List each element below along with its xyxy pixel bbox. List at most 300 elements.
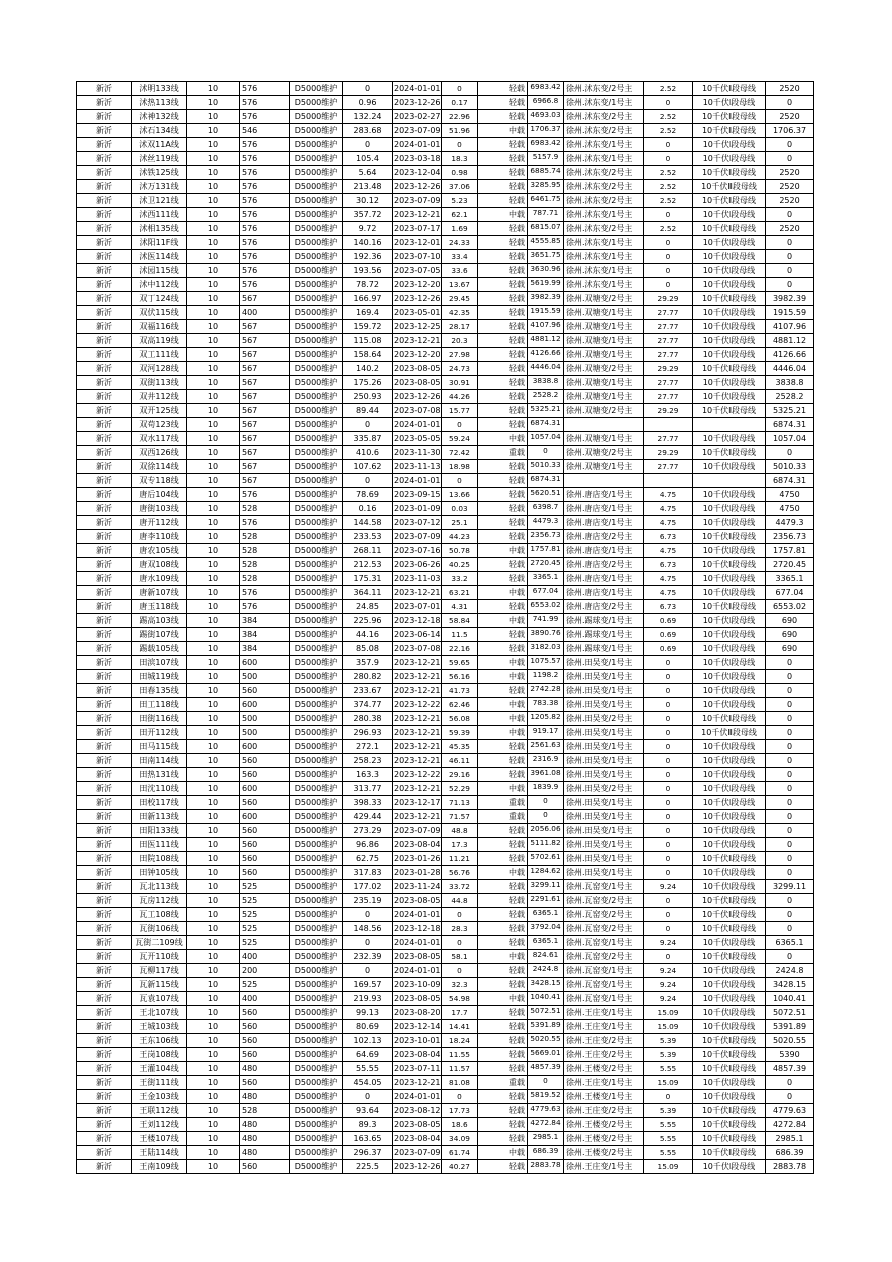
cell-district: 新沂 xyxy=(77,460,132,474)
table-row xyxy=(77,516,814,530)
table-row xyxy=(77,922,814,936)
cell-line-name: 田校117线 xyxy=(132,796,187,810)
table-row xyxy=(77,446,814,460)
cell-date: 2023-06-14 xyxy=(393,628,442,642)
table-row xyxy=(77,348,814,362)
cell-transformer-capacity xyxy=(644,474,693,488)
cell-available-capacity: 2424.8 xyxy=(528,964,564,978)
cell-line-name: 沭石134线 xyxy=(132,124,187,138)
cell-district: 新沂 xyxy=(77,670,132,684)
cell-open-capacity: 0 xyxy=(766,768,814,782)
cell-voltage: 10 xyxy=(187,250,240,264)
cell-voltage: 10 xyxy=(187,824,240,838)
cell-voltage: 10 xyxy=(187,992,240,1006)
cell-transformer: 徐州.双塘变/1号主 xyxy=(564,376,644,390)
cell-line-name: 双水117线 xyxy=(132,432,187,446)
cell-bus-section: 10千伏Ⅰ段母线 xyxy=(693,306,766,320)
cell-current-load: 62.75 xyxy=(343,852,393,866)
cell-available-capacity: 787.71 xyxy=(528,208,564,222)
cell-voltage: 10 xyxy=(187,852,240,866)
cell-line-name: 唐新107线 xyxy=(132,586,187,600)
cell-line-name: 王南109线 xyxy=(132,1160,187,1174)
cell-load-rate: 0 xyxy=(442,82,478,96)
cell-load-status: 轻载 xyxy=(478,572,528,586)
cell-capacity: 525 xyxy=(240,908,290,922)
cell-transformer-capacity: 0.69 xyxy=(644,642,693,656)
cell-load-rate: 11.5 xyxy=(442,628,478,642)
cell-voltage: 10 xyxy=(187,1020,240,1034)
cell-load-rate: 22.16 xyxy=(442,642,478,656)
cell-date: 2024-01-01 xyxy=(393,418,442,432)
cell-transformer: 徐州.田吴变/1号主 xyxy=(564,768,644,782)
cell-transformer-capacity: 0 xyxy=(644,950,693,964)
cell-load-rate: 33.72 xyxy=(442,880,478,894)
cell-date: 2023-12-14 xyxy=(393,1020,442,1034)
cell-bus-section: 10千伏Ⅰ段母线 xyxy=(693,698,766,712)
cell-date: 2023-12-21 xyxy=(393,208,442,222)
cell-current-load: 148.56 xyxy=(343,922,393,936)
cell-bus-section: 10千伏Ⅰ段母线 xyxy=(693,278,766,292)
cell-load-status: 中载 xyxy=(478,992,528,1006)
table-row xyxy=(77,558,814,572)
cell-capacity: 560 xyxy=(240,852,290,866)
cell-available-capacity: 5010.33 xyxy=(528,460,564,474)
cell-load-status: 轻载 xyxy=(478,222,528,236)
cell-line-name: 沭阳11F线 xyxy=(132,236,187,250)
cell-voltage: 10 xyxy=(187,712,240,726)
cell-data-source: D5000维护 xyxy=(290,446,343,460)
cell-bus-section: 10千伏Ⅰ段母线 xyxy=(693,250,766,264)
cell-load-rate: 61.74 xyxy=(442,1146,478,1160)
cell-voltage: 10 xyxy=(187,152,240,166)
cell-date: 2023-07-08 xyxy=(393,404,442,418)
table-row xyxy=(77,110,814,124)
cell-available-capacity: 2883.78 xyxy=(528,1160,564,1174)
cell-bus-section: 10千伏Ⅰ段母线 xyxy=(693,376,766,390)
cell-line-name: 双福116线 xyxy=(132,320,187,334)
cell-load-rate: 24.33 xyxy=(442,236,478,250)
cell-district: 新沂 xyxy=(77,1076,132,1090)
cell-voltage: 10 xyxy=(187,1132,240,1146)
table-row xyxy=(77,740,814,754)
cell-load-status: 轻载 xyxy=(478,334,528,348)
cell-open-capacity: 2520 xyxy=(766,194,814,208)
cell-voltage: 10 xyxy=(187,390,240,404)
cell-voltage: 10 xyxy=(187,978,240,992)
cell-transformer-capacity: 5.55 xyxy=(644,1146,693,1160)
cell-voltage: 10 xyxy=(187,1146,240,1160)
cell-load-rate: 28.3 xyxy=(442,922,478,936)
cell-load-rate: 81.08 xyxy=(442,1076,478,1090)
cell-date: 2023-07-10 xyxy=(393,250,442,264)
cell-current-load: 272.1 xyxy=(343,740,393,754)
cell-data-source: D5000维护 xyxy=(290,152,343,166)
cell-district: 新沂 xyxy=(77,488,132,502)
cell-bus-section: 10千伏Ⅱ段母线 xyxy=(693,530,766,544)
cell-load-status: 轻载 xyxy=(478,180,528,194)
cell-load-rate: 13.66 xyxy=(442,488,478,502)
cell-transformer: 徐州.沭东变/2号主 xyxy=(564,82,644,96)
cell-load-rate: 30.91 xyxy=(442,376,478,390)
cell-bus-section: 10千伏Ⅰ段母线 xyxy=(693,880,766,894)
data-table xyxy=(76,81,814,1174)
cell-bus-section: 10千伏Ⅰ段母线 xyxy=(693,390,766,404)
cell-data-source: D5000维护 xyxy=(290,138,343,152)
cell-data-source: D5000维护 xyxy=(290,838,343,852)
cell-available-capacity: 1198.2 xyxy=(528,670,564,684)
cell-transformer: 徐州.王楼变/1号主 xyxy=(564,1090,644,1104)
cell-data-source: D5000维护 xyxy=(290,1118,343,1132)
table-row xyxy=(77,1160,814,1174)
cell-capacity: 567 xyxy=(240,334,290,348)
cell-load-rate: 44.8 xyxy=(442,894,478,908)
cell-available-capacity: 3651.75 xyxy=(528,250,564,264)
cell-current-load: 169.4 xyxy=(343,306,393,320)
cell-load-status: 轻载 xyxy=(478,824,528,838)
cell-data-source: D5000维护 xyxy=(290,1104,343,1118)
cell-bus-section: 10千伏Ⅱ段母线 xyxy=(693,600,766,614)
cell-available-capacity: 5702.61 xyxy=(528,852,564,866)
cell-transformer-capacity: 29.29 xyxy=(644,362,693,376)
cell-current-load: 0 xyxy=(343,474,393,488)
cell-voltage: 10 xyxy=(187,1034,240,1048)
cell-voltage: 10 xyxy=(187,222,240,236)
cell-available-capacity: 4272.84 xyxy=(528,1118,564,1132)
cell-district: 新沂 xyxy=(77,208,132,222)
cell-load-status: 轻载 xyxy=(478,390,528,404)
cell-data-source: D5000维护 xyxy=(290,1160,343,1174)
cell-voltage: 10 xyxy=(187,642,240,656)
table-row xyxy=(77,656,814,670)
cell-load-rate: 11.21 xyxy=(442,852,478,866)
cell-transformer: 徐州.唐店变/1号主 xyxy=(564,572,644,586)
cell-transformer: 徐州.双塘变/1号主 xyxy=(564,320,644,334)
cell-line-name: 王联112线 xyxy=(132,1104,187,1118)
cell-bus-section: 10千伏Ⅰ段母线 xyxy=(693,768,766,782)
cell-bus-section: 10千伏Ⅰ段母线 xyxy=(693,964,766,978)
cell-date: 2023-12-04 xyxy=(393,166,442,180)
cell-voltage: 10 xyxy=(187,768,240,782)
cell-transformer: 徐州.田吴变/1号主 xyxy=(564,740,644,754)
cell-bus-section: 10千伏Ⅰ段母线 xyxy=(693,502,766,516)
cell-district: 新沂 xyxy=(77,908,132,922)
cell-transformer-capacity: 0 xyxy=(644,264,693,278)
cell-line-name: 踢载105线 xyxy=(132,642,187,656)
cell-district: 新沂 xyxy=(77,292,132,306)
cell-current-load: 0 xyxy=(343,418,393,432)
cell-open-capacity: 3428.15 xyxy=(766,978,814,992)
cell-data-source: D5000维护 xyxy=(290,306,343,320)
cell-current-load: 268.11 xyxy=(343,544,393,558)
cell-district: 新沂 xyxy=(77,250,132,264)
cell-voltage: 10 xyxy=(187,740,240,754)
cell-capacity: 560 xyxy=(240,768,290,782)
cell-current-load: 96.86 xyxy=(343,838,393,852)
cell-voltage: 10 xyxy=(187,264,240,278)
cell-voltage: 10 xyxy=(187,278,240,292)
cell-bus-section: 10千伏Ⅱ段母线 xyxy=(693,82,766,96)
table-row xyxy=(77,1034,814,1048)
cell-data-source: D5000维护 xyxy=(290,656,343,670)
cell-bus-section: 10千伏Ⅰ段母线 xyxy=(693,866,766,880)
table-row xyxy=(77,712,814,726)
cell-voltage: 10 xyxy=(187,404,240,418)
cell-load-rate: 0.17 xyxy=(442,96,478,110)
cell-load-status: 重载 xyxy=(478,810,528,824)
cell-current-load: 24.85 xyxy=(343,600,393,614)
cell-line-name: 沭万131线 xyxy=(132,180,187,194)
cell-date: 2023-12-26 xyxy=(393,96,442,110)
cell-load-status: 轻载 xyxy=(478,684,528,698)
table-row xyxy=(77,1062,814,1076)
cell-bus-section: 10千伏Ⅰ段母线 xyxy=(693,138,766,152)
cell-date: 2023-12-21 xyxy=(393,684,442,698)
cell-date: 2023-07-09 xyxy=(393,194,442,208)
cell-load-status: 重载 xyxy=(478,446,528,460)
cell-transformer: 徐州.田吴变/2号主 xyxy=(564,712,644,726)
cell-transformer: 徐州.田吴变/1号主 xyxy=(564,838,644,852)
cell-voltage: 10 xyxy=(187,306,240,320)
cell-line-name: 沭西111线 xyxy=(132,208,187,222)
cell-current-load: 410.6 xyxy=(343,446,393,460)
cell-line-name: 瓦开110线 xyxy=(132,950,187,964)
cell-transformer-capacity: 0 xyxy=(644,782,693,796)
cell-line-name: 田钟105线 xyxy=(132,866,187,880)
cell-transformer-capacity: 0 xyxy=(644,138,693,152)
cell-transformer-capacity: 9.24 xyxy=(644,936,693,950)
cell-district: 新沂 xyxy=(77,1048,132,1062)
cell-transformer-capacity: 0 xyxy=(644,824,693,838)
cell-voltage: 10 xyxy=(187,600,240,614)
cell-open-capacity: 0 xyxy=(766,446,814,460)
cell-district: 新沂 xyxy=(77,558,132,572)
cell-transformer: 徐州.唐店变/1号主 xyxy=(564,488,644,502)
cell-bus-section: 10千伏Ⅱ段母线 xyxy=(693,124,766,138)
table-row xyxy=(77,1020,814,1034)
cell-data-source: D5000维护 xyxy=(290,614,343,628)
cell-open-capacity: 5072.51 xyxy=(766,1006,814,1020)
table-row xyxy=(77,1076,814,1090)
cell-open-capacity: 0 xyxy=(766,1076,814,1090)
cell-data-source: D5000维护 xyxy=(290,194,343,208)
cell-bus-section: 10千伏Ⅰ段母线 xyxy=(693,978,766,992)
cell-line-name: 双开125线 xyxy=(132,404,187,418)
cell-available-capacity: 3428.15 xyxy=(528,978,564,992)
cell-capacity: 400 xyxy=(240,306,290,320)
cell-capacity: 384 xyxy=(240,628,290,642)
cell-data-source: D5000维护 xyxy=(290,852,343,866)
cell-date: 2023-12-26 xyxy=(393,1160,442,1174)
cell-capacity: 576 xyxy=(240,82,290,96)
cell-open-capacity: 2520 xyxy=(766,222,814,236)
cell-open-capacity: 5010.33 xyxy=(766,460,814,474)
cell-open-capacity: 0 xyxy=(766,810,814,824)
cell-capacity: 567 xyxy=(240,460,290,474)
cell-line-name: 双丁124线 xyxy=(132,292,187,306)
cell-load-status: 轻载 xyxy=(478,82,528,96)
cell-load-status: 重载 xyxy=(478,1076,528,1090)
cell-current-load: 335.87 xyxy=(343,432,393,446)
cell-data-source: D5000维护 xyxy=(290,208,343,222)
cell-load-status: 轻载 xyxy=(478,250,528,264)
table-row xyxy=(77,1090,814,1104)
cell-district: 新沂 xyxy=(77,194,132,208)
cell-open-capacity: 690 xyxy=(766,642,814,656)
cell-available-capacity: 677.04 xyxy=(528,586,564,600)
cell-capacity: 567 xyxy=(240,418,290,432)
cell-capacity: 500 xyxy=(240,670,290,684)
cell-data-source: D5000维护 xyxy=(290,348,343,362)
cell-current-load: 429.44 xyxy=(343,810,393,824)
cell-line-name: 王灌104线 xyxy=(132,1062,187,1076)
cell-transformer-capacity: 5.55 xyxy=(644,1118,693,1132)
cell-line-name: 田工118线 xyxy=(132,698,187,712)
cell-bus-section: 10千伏Ⅰ段母线 xyxy=(693,936,766,950)
cell-transformer-capacity: 9.24 xyxy=(644,964,693,978)
cell-voltage: 10 xyxy=(187,124,240,138)
cell-current-load: 374.77 xyxy=(343,698,393,712)
cell-transformer: 徐州.瓦窑变/2号主 xyxy=(564,908,644,922)
cell-line-name: 踢街107线 xyxy=(132,628,187,642)
cell-data-source: D5000维护 xyxy=(290,936,343,950)
cell-load-status: 中载 xyxy=(478,208,528,222)
cell-available-capacity: 5157.9 xyxy=(528,152,564,166)
cell-district: 新沂 xyxy=(77,418,132,432)
cell-open-capacity: 0 xyxy=(766,824,814,838)
cell-line-name: 王东106线 xyxy=(132,1034,187,1048)
cell-load-status: 轻载 xyxy=(478,516,528,530)
cell-open-capacity: 0 xyxy=(766,278,814,292)
cell-data-source: D5000维护 xyxy=(290,1006,343,1020)
cell-available-capacity: 5819.52 xyxy=(528,1090,564,1104)
cell-current-load: 317.83 xyxy=(343,866,393,880)
cell-date: 2024-01-01 xyxy=(393,1090,442,1104)
cell-open-capacity: 0 xyxy=(766,922,814,936)
cell-transformer: 徐州.田吴变/1号主 xyxy=(564,852,644,866)
cell-capacity: 560 xyxy=(240,1048,290,1062)
cell-available-capacity: 1284.62 xyxy=(528,866,564,880)
cell-district: 新沂 xyxy=(77,1090,132,1104)
cell-data-source: D5000维护 xyxy=(290,600,343,614)
cell-transformer: 徐州.田吴变/1号主 xyxy=(564,796,644,810)
cell-data-source: D5000维护 xyxy=(290,1020,343,1034)
cell-data-source: D5000维护 xyxy=(290,712,343,726)
cell-load-rate: 58.1 xyxy=(442,950,478,964)
cell-load-rate: 0 xyxy=(442,1090,478,1104)
cell-transformer: 徐州.沭东变/2号主 xyxy=(564,194,644,208)
cell-current-load: 0.16 xyxy=(343,502,393,516)
cell-line-name: 田街116线 xyxy=(132,712,187,726)
cell-date: 2023-12-21 xyxy=(393,740,442,754)
table-row xyxy=(77,236,814,250)
cell-load-rate: 27.98 xyxy=(442,348,478,362)
cell-available-capacity: 5669.01 xyxy=(528,1048,564,1062)
cell-line-name: 田院108线 xyxy=(132,852,187,866)
cell-voltage: 10 xyxy=(187,726,240,740)
cell-bus-section: 10千伏Ⅰ段母线 xyxy=(693,236,766,250)
cell-capacity: 576 xyxy=(240,138,290,152)
cell-line-name: 田城119线 xyxy=(132,670,187,684)
cell-available-capacity: 0 xyxy=(528,810,564,824)
cell-load-status: 轻载 xyxy=(478,488,528,502)
cell-line-name: 王金103线 xyxy=(132,1090,187,1104)
cell-capacity: 528 xyxy=(240,558,290,572)
cell-date: 2023-11-24 xyxy=(393,880,442,894)
cell-data-source: D5000维护 xyxy=(290,978,343,992)
cell-transformer-capacity: 0 xyxy=(644,656,693,670)
cell-data-source: D5000维护 xyxy=(290,236,343,250)
cell-current-load: 80.69 xyxy=(343,1020,393,1034)
cell-date: 2023-08-05 xyxy=(393,362,442,376)
cell-load-rate: 0 xyxy=(442,936,478,950)
cell-open-capacity: 4881.12 xyxy=(766,334,814,348)
cell-load-status: 轻载 xyxy=(478,1090,528,1104)
cell-date: 2023-12-18 xyxy=(393,922,442,936)
cell-transformer: 徐州.王楼变/2号主 xyxy=(564,1146,644,1160)
cell-load-status: 轻载 xyxy=(478,166,528,180)
cell-load-rate: 0 xyxy=(442,138,478,152)
cell-transformer-capacity: 2.52 xyxy=(644,110,693,124)
cell-open-capacity: 0 xyxy=(766,236,814,250)
cell-voltage: 10 xyxy=(187,1006,240,1020)
cell-load-rate: 29.45 xyxy=(442,292,478,306)
cell-transformer-capacity: 29.29 xyxy=(644,292,693,306)
cell-date: 2023-03-18 xyxy=(393,152,442,166)
cell-current-load: 0 xyxy=(343,82,393,96)
cell-load-status: 轻载 xyxy=(478,838,528,852)
cell-available-capacity: 6365.1 xyxy=(528,936,564,950)
cell-load-rate: 40.25 xyxy=(442,558,478,572)
cell-open-capacity: 0 xyxy=(766,264,814,278)
cell-district: 新沂 xyxy=(77,166,132,180)
cell-date: 2023-12-21 xyxy=(393,712,442,726)
cell-bus-section: 10千伏Ⅰ段母线 xyxy=(693,572,766,586)
cell-date: 2023-07-16 xyxy=(393,544,442,558)
cell-date: 2023-07-09 xyxy=(393,124,442,138)
cell-voltage: 10 xyxy=(187,1118,240,1132)
cell-capacity: 560 xyxy=(240,1160,290,1174)
cell-load-status: 中载 xyxy=(478,656,528,670)
cell-transformer-capacity: 5.39 xyxy=(644,1034,693,1048)
cell-date: 2024-01-01 xyxy=(393,138,442,152)
cell-transformer: 徐州.王楼变/2号主 xyxy=(564,1062,644,1076)
cell-open-capacity: 2720.45 xyxy=(766,558,814,572)
cell-transformer-capacity: 0 xyxy=(644,152,693,166)
cell-data-source: D5000维护 xyxy=(290,642,343,656)
cell-load-rate: 40.27 xyxy=(442,1160,478,1174)
cell-district: 新沂 xyxy=(77,1132,132,1146)
cell-bus-section: 10千伏Ⅰ段母线 xyxy=(693,614,766,628)
table-row xyxy=(77,684,814,698)
table-row xyxy=(77,978,814,992)
cell-date: 2023-12-21 xyxy=(393,782,442,796)
cell-available-capacity: 1706.37 xyxy=(528,124,564,138)
cell-date: 2023-12-21 xyxy=(393,1076,442,1090)
cell-load-status: 轻载 xyxy=(478,1104,528,1118)
cell-transformer-capacity: 0 xyxy=(644,838,693,852)
cell-data-source: D5000维护 xyxy=(290,474,343,488)
cell-available-capacity: 4693.03 xyxy=(528,110,564,124)
cell-transformer: 徐州.瓦窑变/1号主 xyxy=(564,964,644,978)
cell-available-capacity: 0 xyxy=(528,446,564,460)
cell-current-load: 85.08 xyxy=(343,642,393,656)
cell-open-capacity: 0 xyxy=(766,726,814,740)
cell-date: 2023-07-08 xyxy=(393,642,442,656)
cell-open-capacity: 2520 xyxy=(766,82,814,96)
cell-transformer: 徐州.踢球变/1号主 xyxy=(564,642,644,656)
cell-current-load: 175.31 xyxy=(343,572,393,586)
cell-bus-section: 10千伏Ⅰ段母线 xyxy=(693,348,766,362)
